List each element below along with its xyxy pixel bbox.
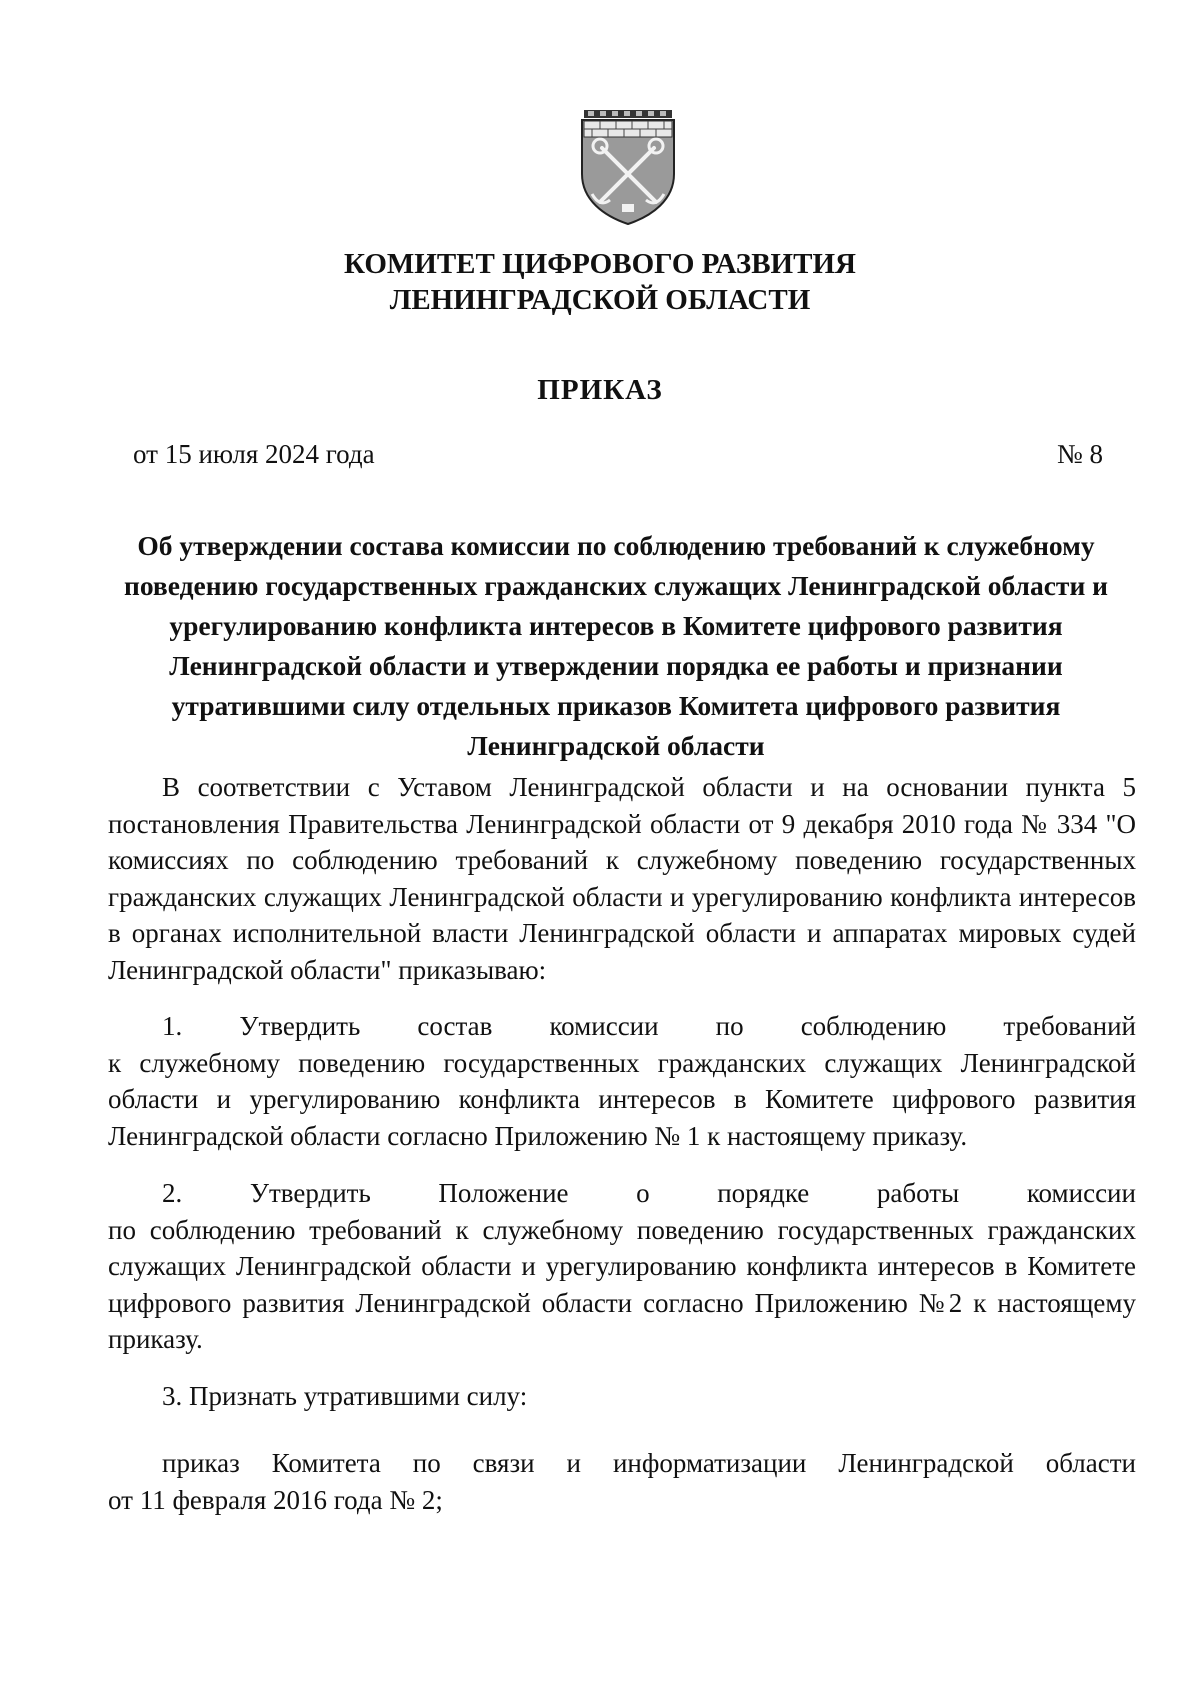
- title-line: Ленинградской области: [467, 730, 765, 761]
- title-line: Об утверждении состава комиссии по соблюдению требований к служебному: [137, 530, 1095, 561]
- item-1-word: состав: [417, 1011, 493, 1041]
- item-1-text: к служебному поведению государственных гражданских служащих Ленинградской области и урегулированию конфликта интересов в Комитете цифрового развития Ленинградской области согласно Приложению № 1 к настоящему приказу.: [108, 1047, 1136, 1151]
- title-line: поведению государственных гражданских служащих Ленинградской области и: [123, 570, 1109, 601]
- item-1-first-line: [108, 1008, 1136, 1045]
- repealed-order-text: от 11 февраля 2016 года № 2;: [108, 1484, 443, 1515]
- document-number: № 8: [1056, 439, 1103, 469]
- title-line: утратившими силу отдельных приказов Комитета цифрового развития: [171, 690, 1061, 721]
- repealed-word: информатизации: [612, 1448, 807, 1478]
- repealed-word: области: [1045, 1448, 1136, 1478]
- item-2-word: комиссии: [1026, 1178, 1136, 1208]
- item-2-text: по соблюдению требований к служебному поведению государственных гражданских служащих Ленинградской области и урегулированию конфликта интересов в Комитете цифрового развития Ленинградской области согласно Приложению №2 к настоящему приказу.: [108, 1214, 1136, 1354]
- item-3-text: 3. Признать утратившими силу:: [162, 1381, 528, 1411]
- item-2-first-line: [108, 1175, 1136, 1212]
- item-2-word: 2.: [162, 1178, 183, 1208]
- document-title: [100, 526, 1132, 766]
- repealed-word: связи: [472, 1448, 535, 1478]
- organization-name-line1: КОМИТЕТ ЦИФРОВОГО РАЗВИТИЯ: [344, 248, 856, 280]
- item-1-word: соблюдению: [800, 1011, 947, 1041]
- item-2-word: Положение: [438, 1178, 569, 1208]
- repealed-word: приказ: [162, 1448, 240, 1478]
- title-line: Ленинградской области и утверждении порядка ее работы и признании: [169, 650, 1063, 681]
- repealed-word: Ленинградской: [838, 1448, 1014, 1478]
- item-2-paragraph: [108, 1175, 1136, 1358]
- organization-name-line2: ЛЕНИНГРАДСКОЙ ОБЛАСТИ: [389, 284, 811, 316]
- item-1-word: Утвердить: [239, 1011, 361, 1041]
- repealed-word: по: [412, 1448, 441, 1478]
- organization-name: [0, 246, 1200, 318]
- repealed-word: Комитета: [271, 1448, 381, 1478]
- item-1-paragraph: [108, 1008, 1136, 1154]
- repealed-order-first-line: [108, 1445, 1136, 1482]
- item-1-word: комиссии: [549, 1011, 659, 1041]
- preamble-paragraph: [108, 769, 1136, 988]
- preamble-text: В соответствии с Уставом Ленинградской области и на основании пункта 5 постановления Правительства Ленинградской области от 9 декабря 2010 года № 334 "О комиссиях по соблюдению требований к служебному поведению государственных гражданских служащих Ленинградской области и урегулированию конфликта интересов в органах исполнительной власти Ленинградской области и аппаратах мировых судей Ленинградской области" приказываю:: [108, 772, 1136, 985]
- item-3-paragraph: [108, 1378, 1136, 1415]
- coat-of-arms-icon: [578, 108, 678, 226]
- item-1-word: 1.: [162, 1011, 183, 1041]
- item-2-word: о: [636, 1178, 650, 1208]
- item-2-word: работы: [876, 1178, 960, 1208]
- repealed-order-paragraph: [108, 1445, 1136, 1518]
- item-1-word: требований: [1003, 1011, 1136, 1041]
- document-type: ПРИКАЗ: [537, 374, 663, 406]
- title-line: урегулированию конфликта интересов в Комитете цифрового развития: [169, 610, 1063, 641]
- item-1-word: по: [715, 1011, 744, 1041]
- document-date: от 15 июля 2024 года: [133, 439, 375, 469]
- repealed-word: и: [566, 1448, 581, 1478]
- item-2-word: порядке: [717, 1178, 810, 1208]
- item-2-word: Утвердить: [249, 1178, 371, 1208]
